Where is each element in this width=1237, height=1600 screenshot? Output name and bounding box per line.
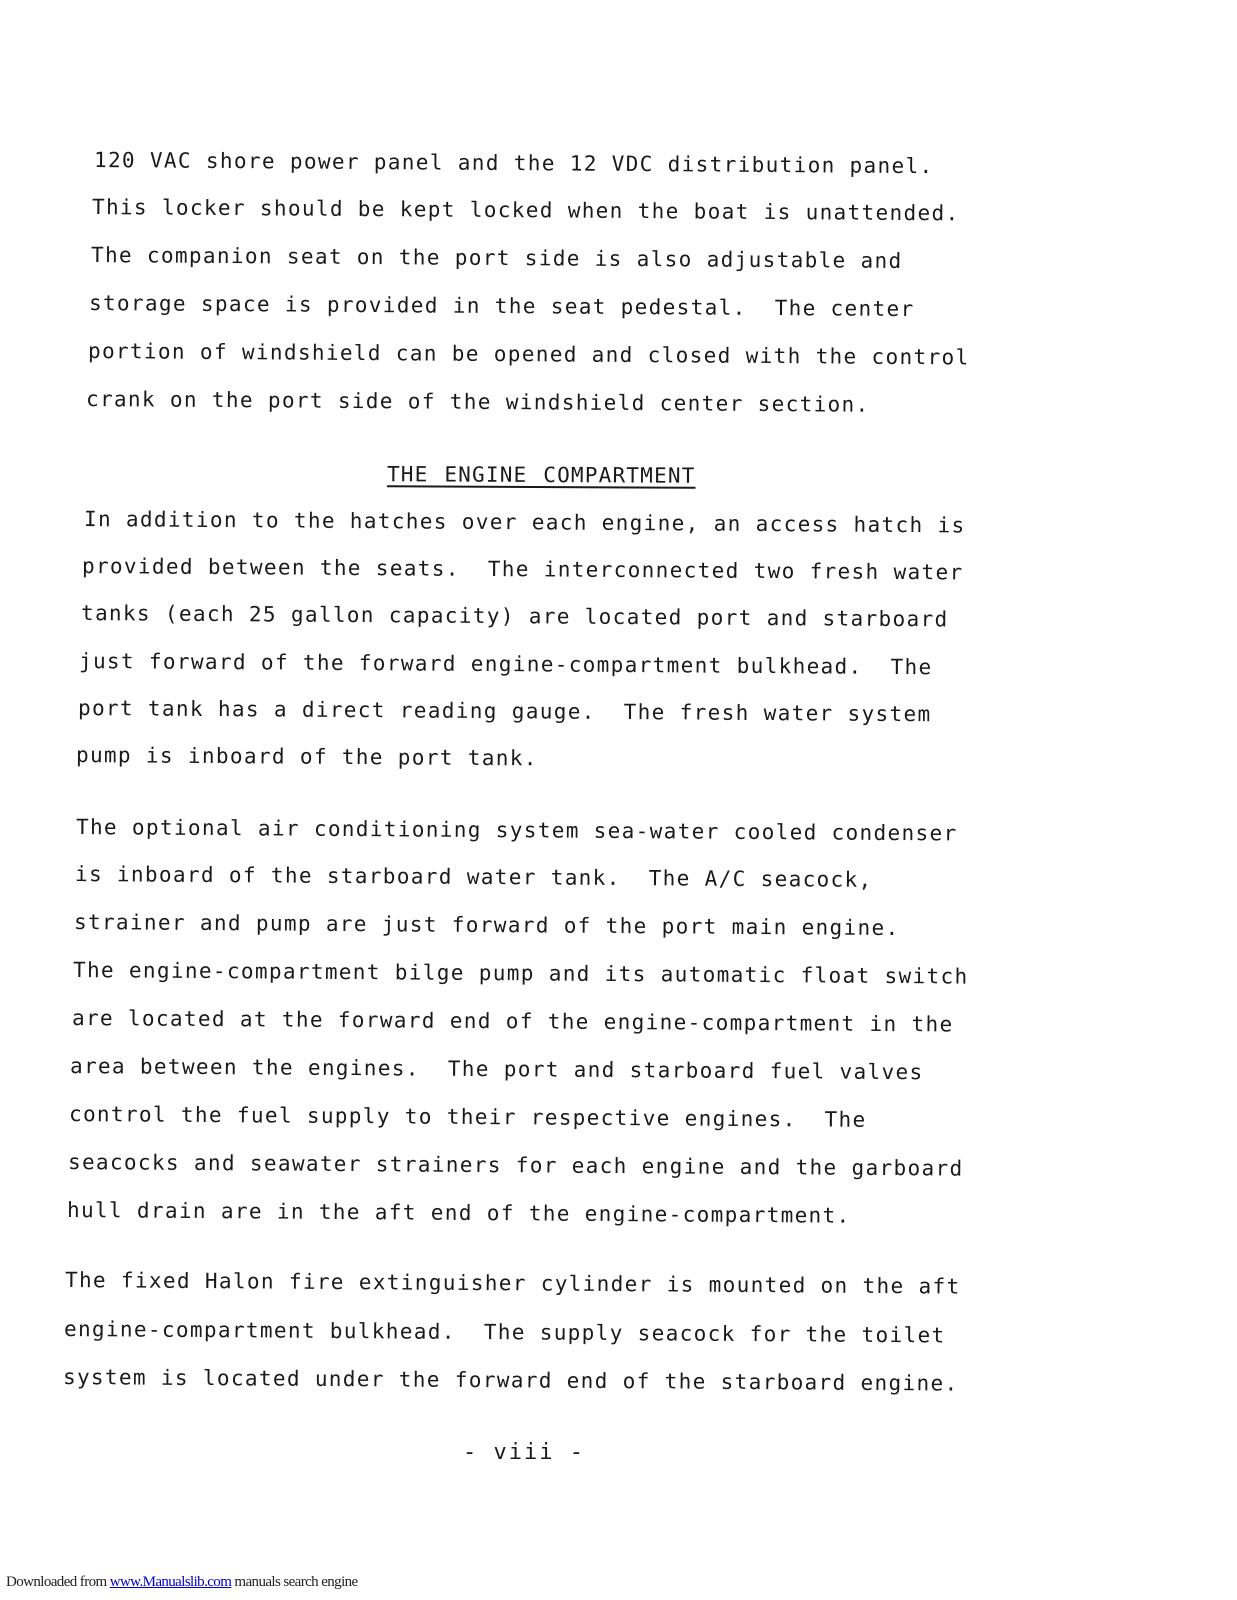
text-line: hull drain are in the aft end of the engine-compartment. xyxy=(66,1198,851,1228)
text-line: are located at the forward end of the engine-compartment in the xyxy=(71,1006,954,1037)
text-line: portion of windshield can be opened and closed with the control xyxy=(87,339,970,370)
text-line: area between the engines. The port and starboard fuel valves xyxy=(69,1054,924,1085)
text-line: strainer and pump are just forward of the port main engine. xyxy=(73,910,900,941)
text-line: pump is inboard of the port tank. xyxy=(75,743,538,771)
text-line: port tank has a direct reading gauge. The fresh water system xyxy=(77,696,932,727)
section-heading: THE ENGINE COMPARTMENT xyxy=(386,462,696,488)
text-line: tanks (each 25 gallon capacity) are located port and starboard xyxy=(80,601,949,632)
download-footer xyxy=(6,1574,358,1591)
text-line: crank on the port side of the windshield center section. xyxy=(85,387,870,417)
text-line: seacocks and seawater strainers for each engine and the garboard xyxy=(67,1150,964,1181)
text-line: is inboard of the starboard water tank. The A/C seacock, xyxy=(74,862,873,892)
text-line: control the fuel supply to their respective engines. The xyxy=(68,1102,867,1132)
footer-prefix: Downloaded from xyxy=(6,1574,110,1590)
text-line: system is located under the forward end of the starboard engine. xyxy=(62,1365,959,1396)
text-line: In addition to the hatches over each engine, an access hatch is xyxy=(83,507,966,538)
text-line: provided between the seats. The interconnected two fresh water xyxy=(81,554,964,585)
footer-suffix: manuals search engine xyxy=(231,1574,358,1590)
text-line: This locker should be kept locked when the boat is unattended. xyxy=(91,195,960,226)
text-line: engine-compartment bulkhead. The supply seacock for the toilet xyxy=(63,1317,946,1348)
text-line: The companion seat on the port side is also adjustable and xyxy=(90,243,903,273)
text-line: storage space is provided in the seat pedestal. The center xyxy=(88,291,915,322)
page-number: - viii - xyxy=(463,1440,585,1465)
text-line: just forward of the forward engine-compartment bulkhead. The xyxy=(78,649,933,680)
text-line: 120 VAC shore power panel and the 12 VDC distribution panel. xyxy=(93,148,934,179)
manualslib-link[interactable]: www.Manualslib.com xyxy=(109,1574,232,1590)
text-line: The engine-compartment bilge pump and its automatic float switch xyxy=(72,958,969,989)
text-line: The fixed Halon fire extinguisher cylinder is mounted on the aft xyxy=(64,1268,961,1299)
text-line: The optional air conditioning system sea-water cooled condenser xyxy=(75,815,958,846)
